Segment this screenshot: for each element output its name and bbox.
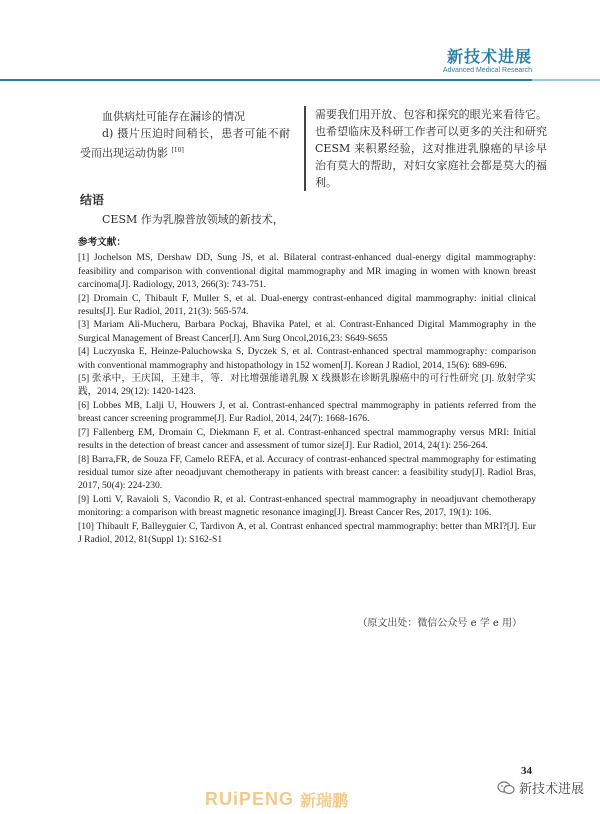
header-subtitle: Advanced Medical Research xyxy=(442,67,532,74)
reference-item: [4] Luczynska E, Heinze-Paluchowska S, Dyczek S, et al. Contrast-enhanced spectral mammography: comparison with conventional mammography and histopathology in 152 women[J]. Korean J Radiol, 2014, 15(6): 689-696. xyxy=(78,346,536,371)
left-item-d-text: d) 摄片压迫时间稍长，患者可能不耐受而出现运动伪影 xyxy=(80,127,290,160)
reference-item: [9] Lotti V, Ravaioli S, Vacondio R, et al. Contrast-enhanced spectral mammography in neoadjuvant chemotherapy monitoring: a comparison with breast magnetic resonance imaging[J]. Breast Cancer Res, 2017, 19(1): 106. xyxy=(78,493,536,519)
section-heading: 结语 xyxy=(80,192,105,207)
wechat-icon xyxy=(497,781,515,795)
wechat-label: 新技术进展 xyxy=(518,782,584,797)
citation-marker: [10] xyxy=(171,147,184,154)
ruipeng-logo xyxy=(205,788,348,811)
conclusion-paragraph-start: CESM 作为乳腺普放领域的新技术， xyxy=(102,212,284,226)
page-number: 34 xyxy=(521,765,532,777)
left-column xyxy=(80,108,290,228)
right-column xyxy=(304,106,547,191)
reference-item: [8] Barra,FR, de Souza FF, Camelo REFA, et al. Accuracy of contrast-enhanced spectral mammography for estimating residual tumor size after neoadjuvant chemotherapy in patients with breast cancer: a feasibility study[J]. Radiol Bras, 2017, 50(4): 224-230. xyxy=(78,453,536,492)
conclusion-paragraph-continued: 需要我们用开放、包容和探究的眼光来看待它。也希望临床及科研工作者可以更多的关注和研究 CESM 来积累经验，这对推进乳腺癌的早诊早治有莫大的帮助，对妇女家庭社会都是莫大的福利。 xyxy=(315,108,547,189)
left-item-d xyxy=(80,125,290,162)
logo-text: RUiPENG xyxy=(205,789,295,809)
references-section xyxy=(78,236,536,546)
reference-item: [7] Fallenberg EM, Dromain C, Diekmann F, et al. Contrast-enhanced spectral mammography versus MRI: Initial results in the detection of breast cancer and assessment of tumor size[J]. Eur Radiol, 2014, 24(1): 256-264. xyxy=(78,426,536,452)
header-title: 新技术进展 xyxy=(446,47,532,66)
reference-item: [6] Lobbes MB, Lalji U, Houwers J, et al. Contrast-enhanced spectral mammography in patients referred from the breast cancer screening programme[J]. Eur Radiol, 2014, 24(7): 1668-1676. xyxy=(78,399,536,425)
left-line-1: 血供病灶可能存在漏诊的情况 xyxy=(102,110,245,123)
wechat-account xyxy=(497,778,584,797)
reference-item: [3] Mariam Ali-Mucheru, Barbara Pockaj, Bhavika Patel, et al. Contrast-Enhanced Digital Mammography in the Surgical Management of Breast Cancer[J]. Ann Surg Oncol,2016,23: S649-S655 xyxy=(78,319,536,344)
logo-cn: 新瑞鹏 xyxy=(300,791,349,810)
header-rule xyxy=(0,79,532,81)
reference-item: [10] Thibault F, Balleyguier C, Tardivon A, et al. Contrast enhanced spectral mammography: better than MRI?[J]. Eur J Radiol, 2012, 81(Suppl 1): S162-S1 xyxy=(78,520,536,545)
reference-item: [5] 张承中，王庆国，王建丰，等．对比增强能谱乳腺 X 线摄影在诊断乳腺癌中的可行性研究 [J]. 放射学实践，2014, 29(12): 1420-1423. xyxy=(78,373,536,398)
reference-item: [1] Jochelson MS, Dershaw DD, Sung JS, et al. Bilateral contrast-enhanced dual-energy digital mammography: feasibility and comparison with conventional digital mammography and MR imaging in women with known breast carcinoma[J]. Radiology, 2013, 266(3): 743-751. xyxy=(78,252,536,291)
source-note: （原文出处：微信公众号 e 学 e 用） xyxy=(357,618,522,629)
reference-item: [2] Dromain C, Thibault F, Muller S, et al. Dual-energy contrast-enhanced digital mammography: initial clinical results[J]. Eur Radiol, 2011, 21(3): 565-574. xyxy=(78,292,536,318)
references-heading: 参考文献： xyxy=(78,237,126,248)
